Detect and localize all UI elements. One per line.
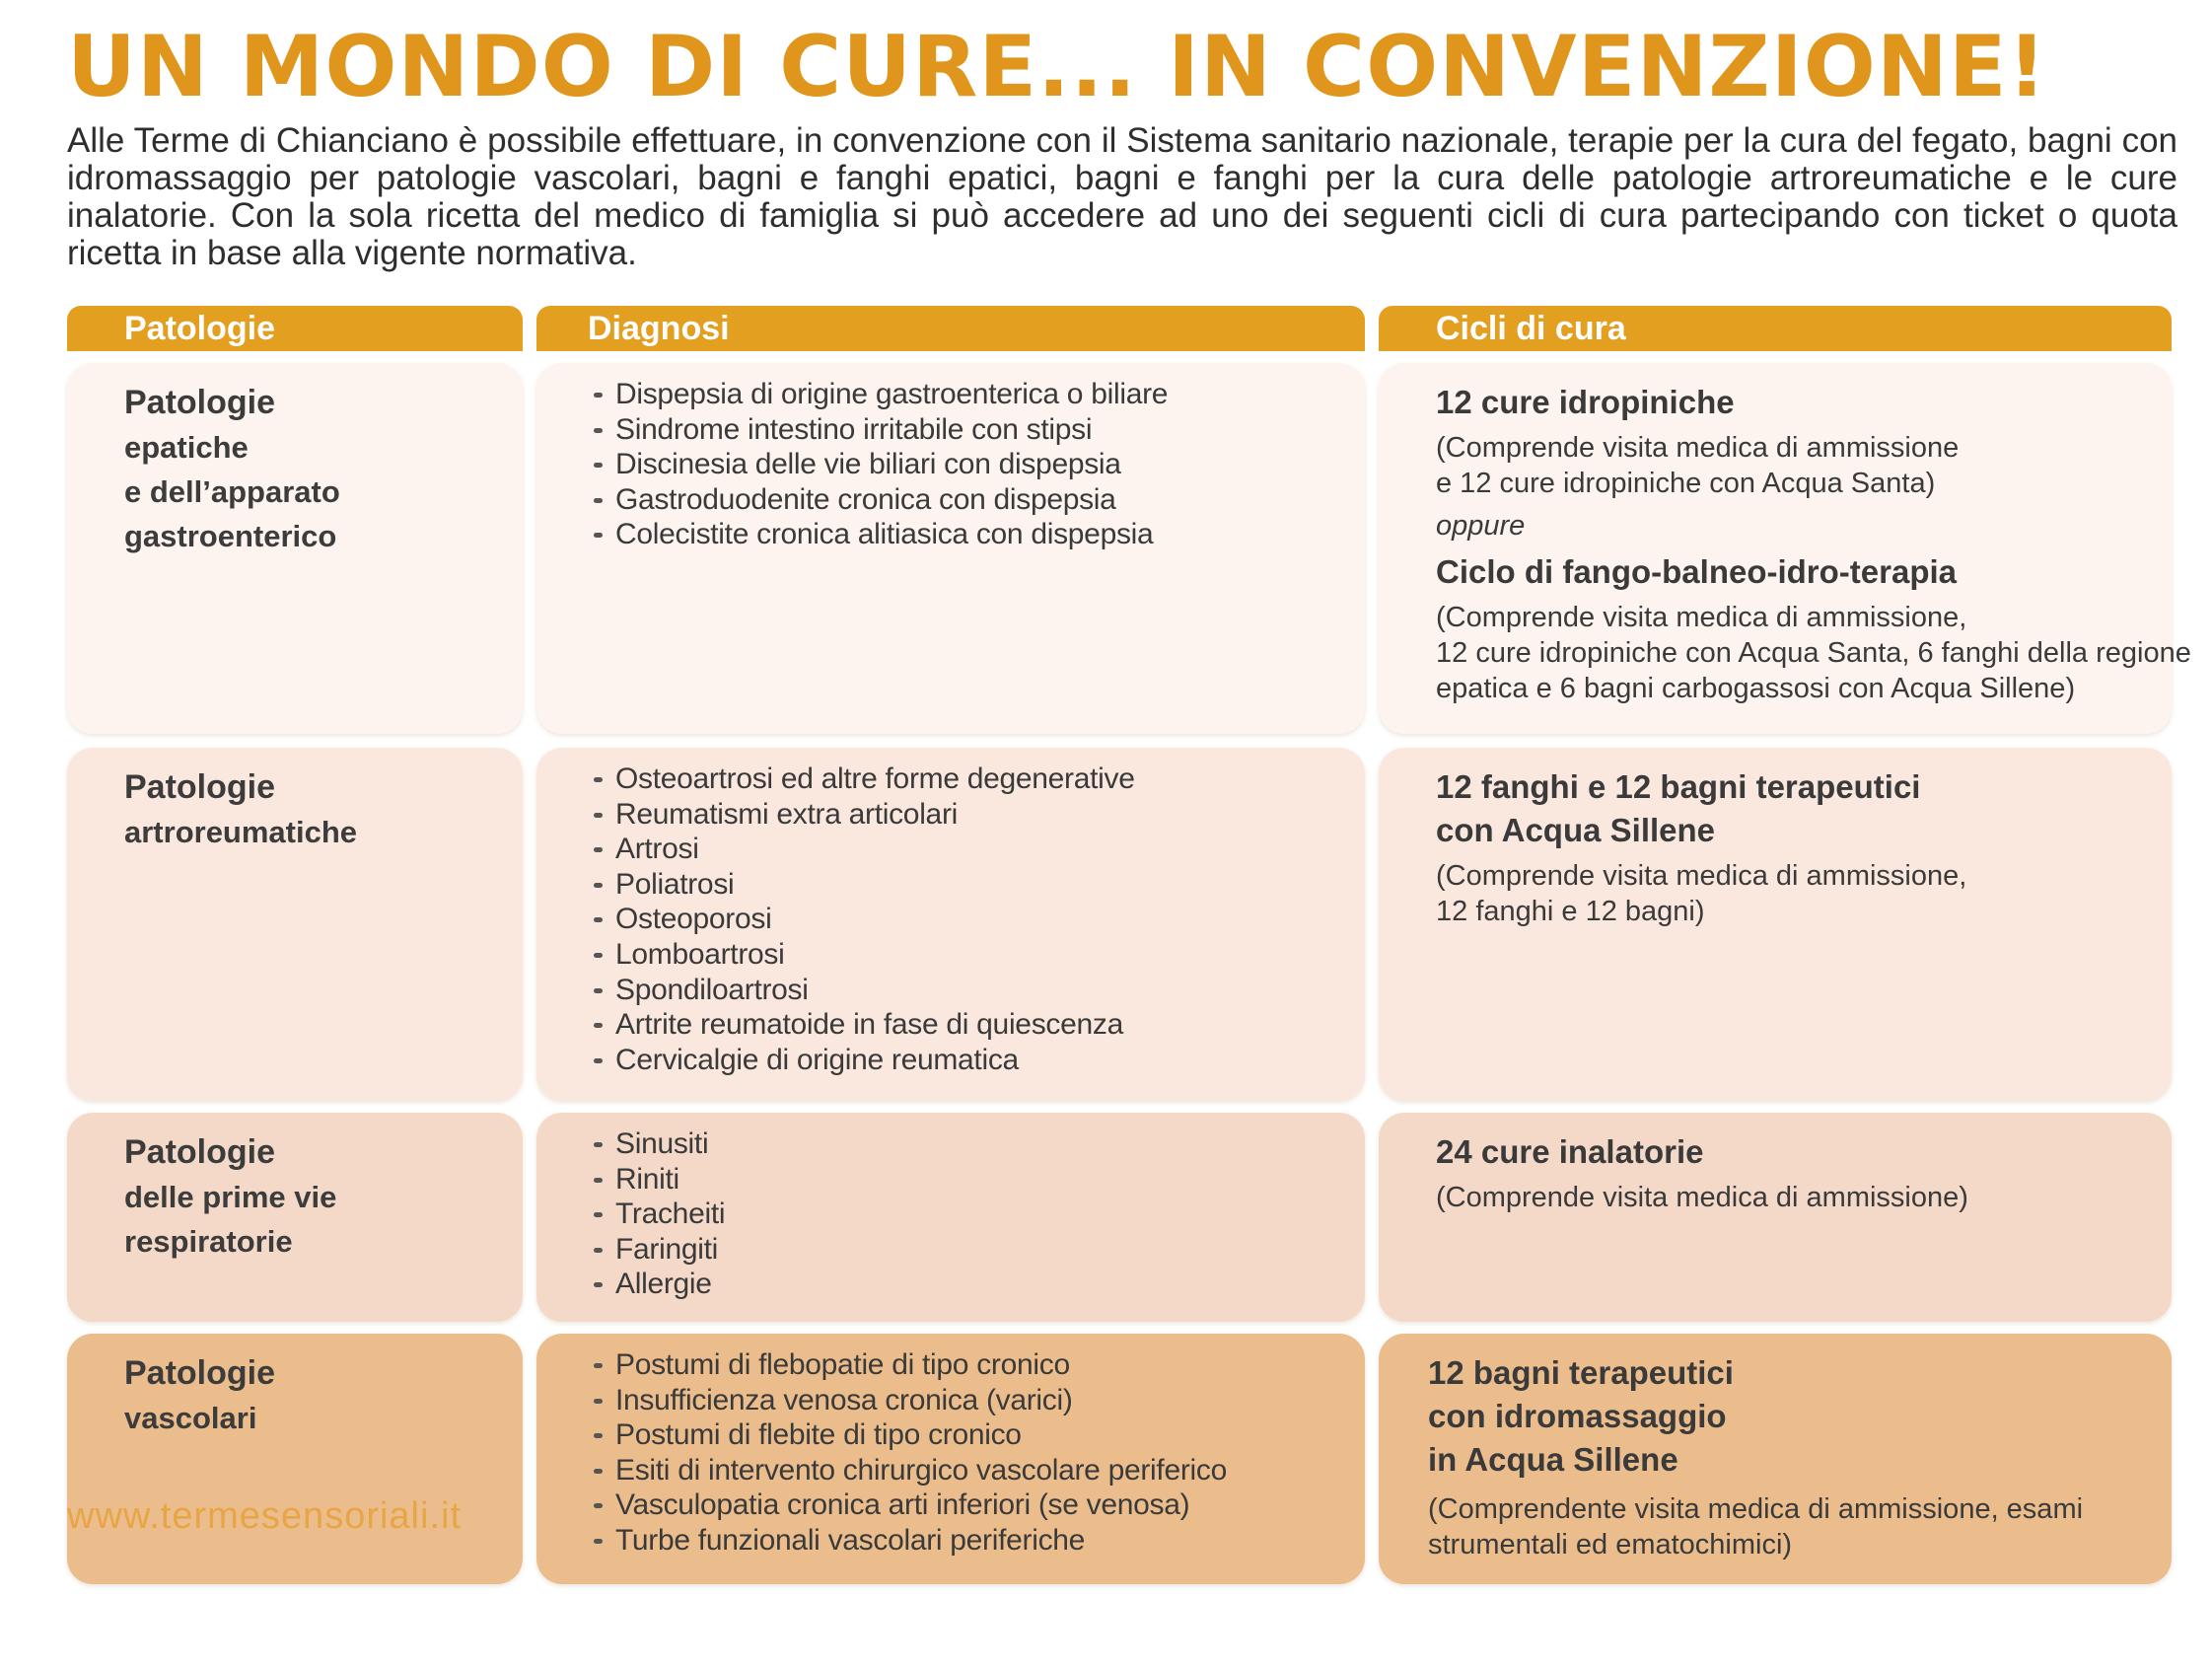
ciclo-desc: (Comprende visita medica di ammissione, xyxy=(1436,602,1967,633)
diagnosi-item: Colecistite cronica alitiasica con dispepsia xyxy=(592,517,1168,552)
patologia-line: Patologie xyxy=(124,384,276,421)
ciclo-desc: 12 cure idropiniche con Acqua Santa, 6 fanghi della regione xyxy=(1436,637,2191,669)
diagnosi-item: Turbe funzionali vascolari periferiche xyxy=(592,1523,1227,1559)
diagnosi-list xyxy=(592,1347,1227,1559)
diagnosi-item: Allergie xyxy=(592,1267,725,1302)
page-title: UN MONDO DI CURE... IN CONVENZIONE! xyxy=(67,18,2047,116)
header-cicli: Cicli di cura xyxy=(1379,306,2172,351)
patologia-line: e dell’apparato xyxy=(124,474,340,509)
diagnosi-item: Insufficienza venosa cronica (varici) xyxy=(592,1383,1227,1418)
diagnosi-item: Poliatrosi xyxy=(592,867,1135,903)
diagnosi-list xyxy=(592,762,1135,1077)
ciclo-title: 24 cure inalatorie xyxy=(1436,1133,1704,1170)
patologia-line: delle prime vie xyxy=(124,1180,337,1214)
patologia-label xyxy=(124,1351,275,1440)
cicli-content xyxy=(1436,765,1966,929)
oppure-label: oppure xyxy=(1436,510,1526,542)
patologia-line: Patologie xyxy=(124,1354,276,1392)
diagnosi-item: Spondiloartrosi xyxy=(592,973,1135,1008)
diagnosi-item: Postumi di flebopatie di tipo cronico xyxy=(592,1347,1227,1383)
patologia-line: Patologie xyxy=(124,768,276,806)
row-2-diagnosi-cell xyxy=(536,748,1365,1101)
ciclo-title: 12 bagni terapeutici xyxy=(1428,1354,1734,1391)
ciclo-title: con Acqua Sillene xyxy=(1436,812,1716,848)
diagnosi-item: Sinusiti xyxy=(592,1126,725,1162)
row-1-cicli-cell xyxy=(1379,363,2191,734)
diagnosi-item: Cervicalgie di origine reumatica xyxy=(592,1043,1135,1078)
intro-paragraph: Alle Terme di Chianciano è possibile effettuare, in convenzione con il Sistema sanitario nazionale, terapie per la cura del fegato, bagni con idromassaggio per patologie vascolari, bagni e fanghi epatici, bagni e fanghi per la cura delle patologie artroreumatiche e le cure inalatorie. Con la sola ricetta del medico di famiglia si può accedere ad uno dei seguenti cicli di cura partecipando con ticket o quota ricetta in base alla vigente normativa. xyxy=(67,121,2177,272)
ciclo-title: 12 cure idropiniche xyxy=(1436,384,1735,420)
patologia-label xyxy=(124,1130,336,1264)
row-3-patologia-cell xyxy=(67,1113,523,1322)
ciclo-desc: 12 fanghi e 12 bagni) xyxy=(1436,896,1705,927)
patologia-line: vascolari xyxy=(124,1401,257,1435)
ciclo-title: in Acqua Sillene xyxy=(1428,1441,1678,1478)
diagnosi-item: Vasculopatia cronica arti inferiori (se venosa) xyxy=(592,1488,1227,1523)
row-2-patologia-cell xyxy=(67,748,523,1101)
header-patologie: Patologie xyxy=(67,306,523,351)
cicli-content xyxy=(1428,1351,2083,1562)
patologia-line: artroreumatiche xyxy=(124,815,358,849)
diagnosi-item: Tracheiti xyxy=(592,1197,725,1232)
row-4-patologia-cell xyxy=(67,1334,523,1584)
diagnosi-item: Discinesia delle vie biliari con dispepsia xyxy=(592,447,1168,482)
ciclo-desc: (Comprende visita medica di ammissione, xyxy=(1436,860,1967,892)
cicli-content xyxy=(1436,381,2191,706)
diagnosi-item: Postumi di flebite di tipo cronico xyxy=(592,1417,1227,1453)
row-3-cicli-cell xyxy=(1379,1113,2172,1322)
diagnosi-item: Artrosi xyxy=(592,832,1135,867)
ciclo-desc: epatica e 6 bagni carbogassosi con Acqua Sillene) xyxy=(1436,673,2076,704)
diagnosi-list xyxy=(592,1126,725,1302)
diagnosi-item: Sindrome intestino irritabile con stipsi xyxy=(592,412,1168,448)
patologia-label xyxy=(124,765,357,854)
patologia-line: epatiche xyxy=(124,430,249,465)
row-2-cicli-cell xyxy=(1379,748,2172,1101)
ciclo-desc: (Comprende visita medica di ammissione) xyxy=(1436,1182,1968,1213)
diagnosi-item: Dispepsia di origine gastroenterica o biliare xyxy=(592,377,1168,412)
patologia-label xyxy=(124,381,340,558)
diagnosi-list xyxy=(592,377,1168,552)
diagnosi-item: Reumatismi extra articolari xyxy=(592,797,1135,833)
row-3-diagnosi-cell xyxy=(536,1113,1365,1322)
header-diagnosi: Diagnosi xyxy=(536,306,1365,351)
row-4-cicli-cell xyxy=(1379,1334,2172,1584)
ciclo-title: 12 fanghi e 12 bagni terapeutici xyxy=(1436,768,1921,805)
patologia-line: gastroenterico xyxy=(124,519,337,553)
ciclo-desc: strumentali ed ematochimici) xyxy=(1428,1529,1793,1560)
patologia-line: respiratorie xyxy=(124,1224,293,1259)
diagnosi-item: Riniti xyxy=(592,1162,725,1197)
diagnosi-item: Osteoartrosi ed altre forme degenerative xyxy=(592,762,1135,797)
diagnosi-item: Artrite reumatoide in fase di quiescenza xyxy=(592,1007,1135,1043)
ciclo-desc: (Comprende visita medica di ammissione xyxy=(1436,432,1960,464)
ciclo-desc: (Comprendente visita medica di ammissione, esami xyxy=(1428,1493,2084,1525)
ciclo-title: con idromassaggio xyxy=(1428,1398,1727,1434)
cicli-content xyxy=(1436,1130,1968,1215)
ciclo-desc: e 12 cure idropiniche con Acqua Santa) xyxy=(1436,468,1936,499)
diagnosi-item: Esiti di intervento chirurgico vascolare periferico xyxy=(592,1453,1227,1488)
diagnosi-item: Gastroduodenite cronica con dispepsia xyxy=(592,482,1168,518)
ciclo-title: Ciclo di fango-balneo-idro-terapia xyxy=(1436,553,1958,590)
diagnosi-item: Osteoporosi xyxy=(592,902,1135,937)
patologia-line: Patologie xyxy=(124,1133,276,1171)
row-1-diagnosi-cell xyxy=(536,363,1365,734)
diagnosi-item: Lomboartrosi xyxy=(592,937,1135,973)
website-watermark: www.termesensoriali.it xyxy=(67,1495,462,1537)
row-1-patologia-cell xyxy=(67,363,523,734)
diagnosi-item: Faringiti xyxy=(592,1232,725,1268)
row-4-diagnosi-cell xyxy=(536,1334,1365,1584)
